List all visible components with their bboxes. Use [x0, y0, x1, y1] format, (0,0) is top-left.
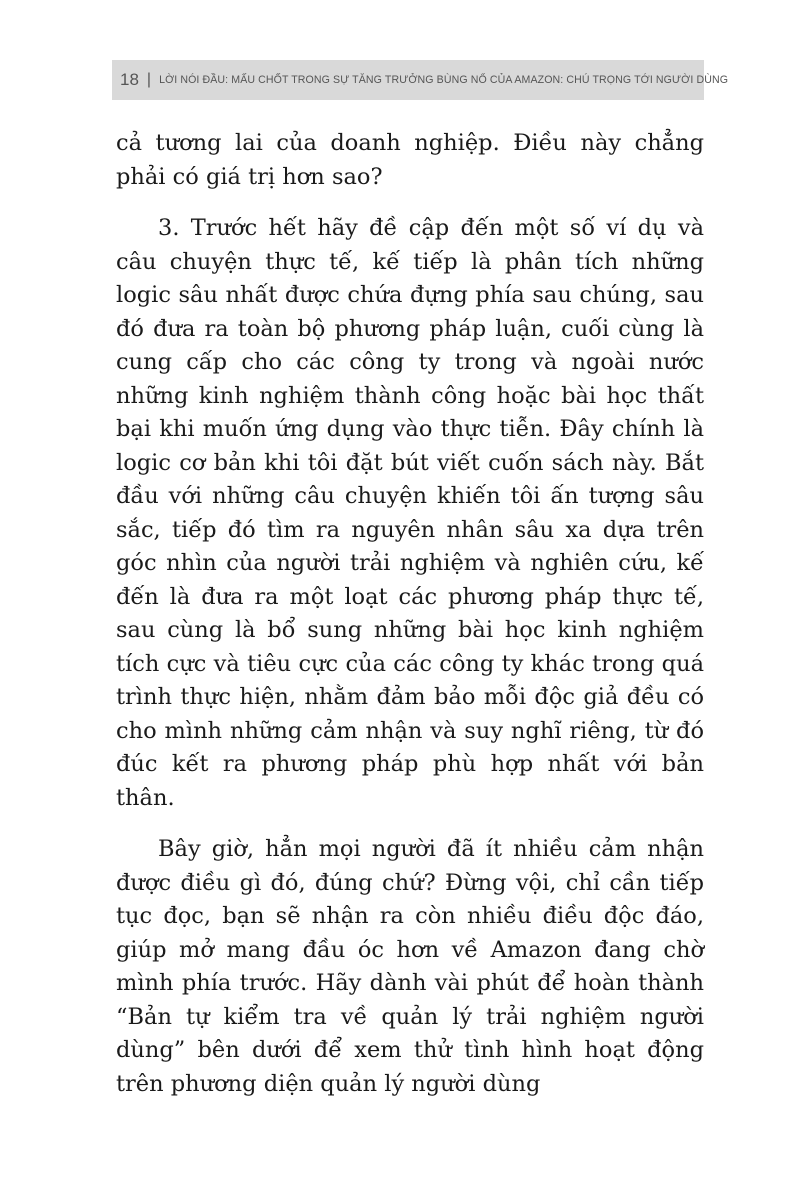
- page-number: 18: [120, 70, 139, 89]
- chapter-title: LỜI NÓI ĐẦU: MẤU CHỐT TRONG SỰ TĂNG TRƯỞNG BÙNG NỔ CỦA AMAZON: CHÚ TRỌNG TỚI NGƯỜI DÙNG: [159, 74, 729, 86]
- paragraph-point-3: 3. Trước hết hãy đề cập đến một số ví dụ và câu chuyện thực tế, kế tiếp là phân tích những logic sâu nhất được chứa đựng phía sau chúng, sau đó đưa ra toàn bộ phương pháp luận, cuối cùng là cung cấp cho các công ty trong và ngoài nước những kinh nghiệm thành công hoặc bài học thất bại khi muốn ứng dụng vào thực tiễn. Đây chính là logic cơ bản khi tôi đặt bút viết cuốn sách này. Bắt đầu với những câu chuyện khiến tôi ấn tượng sâu sắc, tiếp đó tìm ra nguyên nhân sâu xa dựa trên góc nhìn của người trải nghiệm và nghiên cứu, kế đến là đưa ra một loạt các phương pháp thực tế, sau cùng là bổ sung những bài học kinh nghiệm tích cực và tiêu cực của các công ty khác trong quá trình thực hiện, nhằm đảm bảo mỗi độc giả đều có cho mình những cảm nhận và suy nghĩ riêng, từ đó đúc kết ra phương pháp phù hợp nhất với bản thân.: [116, 215, 704, 811]
- header-separator: |: [146, 71, 152, 88]
- page-body: [116, 127, 704, 1119]
- running-header: [112, 60, 729, 100]
- paragraph-continuation: cả tương lai của doanh nghiệp. Điều này chẳng phải có giá trị hơn sao?: [116, 130, 704, 190]
- paragraph-invitation: Bây giờ, hẳn mọi người đã ít nhiều cảm nhận được điều gì đó, đúng chứ? Đừng vội, chỉ cần tiếp tục đọc, bạn sẽ nhận ra còn nhiều điều độc đáo, giúp mở mang đầu óc hơn về Amazon đang chờ mình phía trước. Hãy dành vài phút để hoàn thành “Bản tự kiểm tra về quản lý trải nghiệm người dùng” bên dưới để xem thử tình hình hoạt động trên phương diện quản lý người dùng: [116, 836, 704, 1097]
